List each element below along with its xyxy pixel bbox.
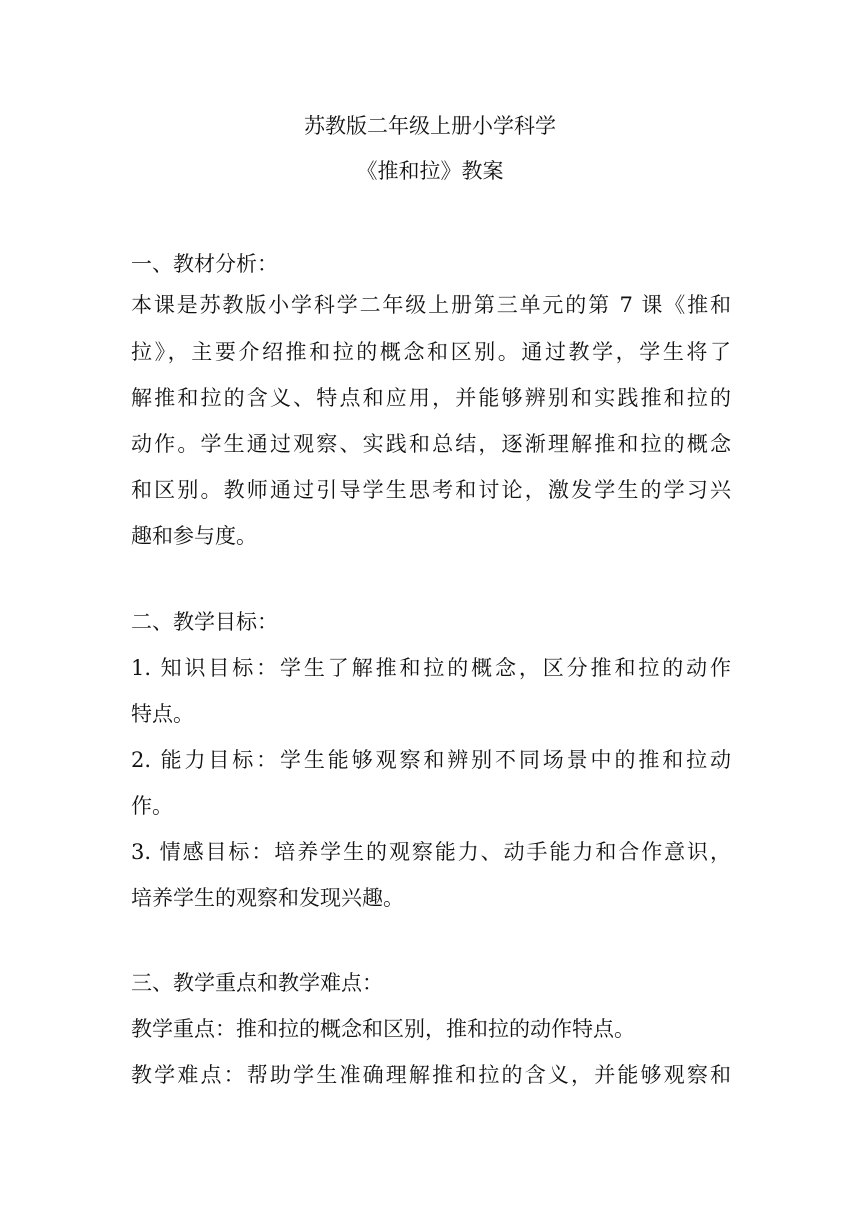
list-item-continuation: 培养学生的观察和发现兴趣。 (131, 886, 404, 910)
section-heading: 一、教材分析： (131, 252, 278, 276)
paragraph-line: 拉》，主要介绍推和拉的概念和区别。通过教学，学生将了 (131, 340, 731, 364)
paragraph-line: 本课是苏教版小学科学二年级上册第三单元的第 7 课《推和 (131, 293, 731, 317)
paragraph-line: 教学重点：推和拉的概念和区别，推和拉的动作特点。 (131, 1017, 635, 1041)
document-subtitle: 《推和拉》教案 (356, 159, 504, 183)
list-item: 1. 知识目标：学生了解推和拉的概念，区分推和拉的动作 (131, 656, 731, 680)
list-item-continuation: 作。 (131, 794, 173, 818)
paragraph-line: 解推和拉的含义、特点和应用，并能够辨别和实践推和拉的 (131, 386, 731, 410)
paragraph-line: 动作。学生通过观察、实践和总结，逐渐理解推和拉的概念 (131, 432, 731, 456)
paragraph-line: 教学难点：帮助学生准确理解推和拉的含义，并能够观察和 (131, 1063, 731, 1087)
paragraph-line: 和区别。教师通过引导学生思考和讨论，激发学生的学习兴 (131, 478, 731, 502)
paragraph-line: 趣和参与度。 (131, 524, 257, 548)
list-item: 2. 能力目标：学生能够观察和辨别不同场景中的推和拉动 (131, 748, 731, 772)
list-item-continuation: 特点。 (131, 702, 194, 726)
section-heading: 二、教学目标： (131, 610, 278, 634)
section-heading: 三、教学重点和教学难点： (131, 971, 383, 995)
document-title: 苏教版二年级上册小学科学 (304, 114, 556, 138)
list-item: 3. 情感目标：培养学生的观察能力、动手能力和合作意识， (131, 840, 731, 864)
